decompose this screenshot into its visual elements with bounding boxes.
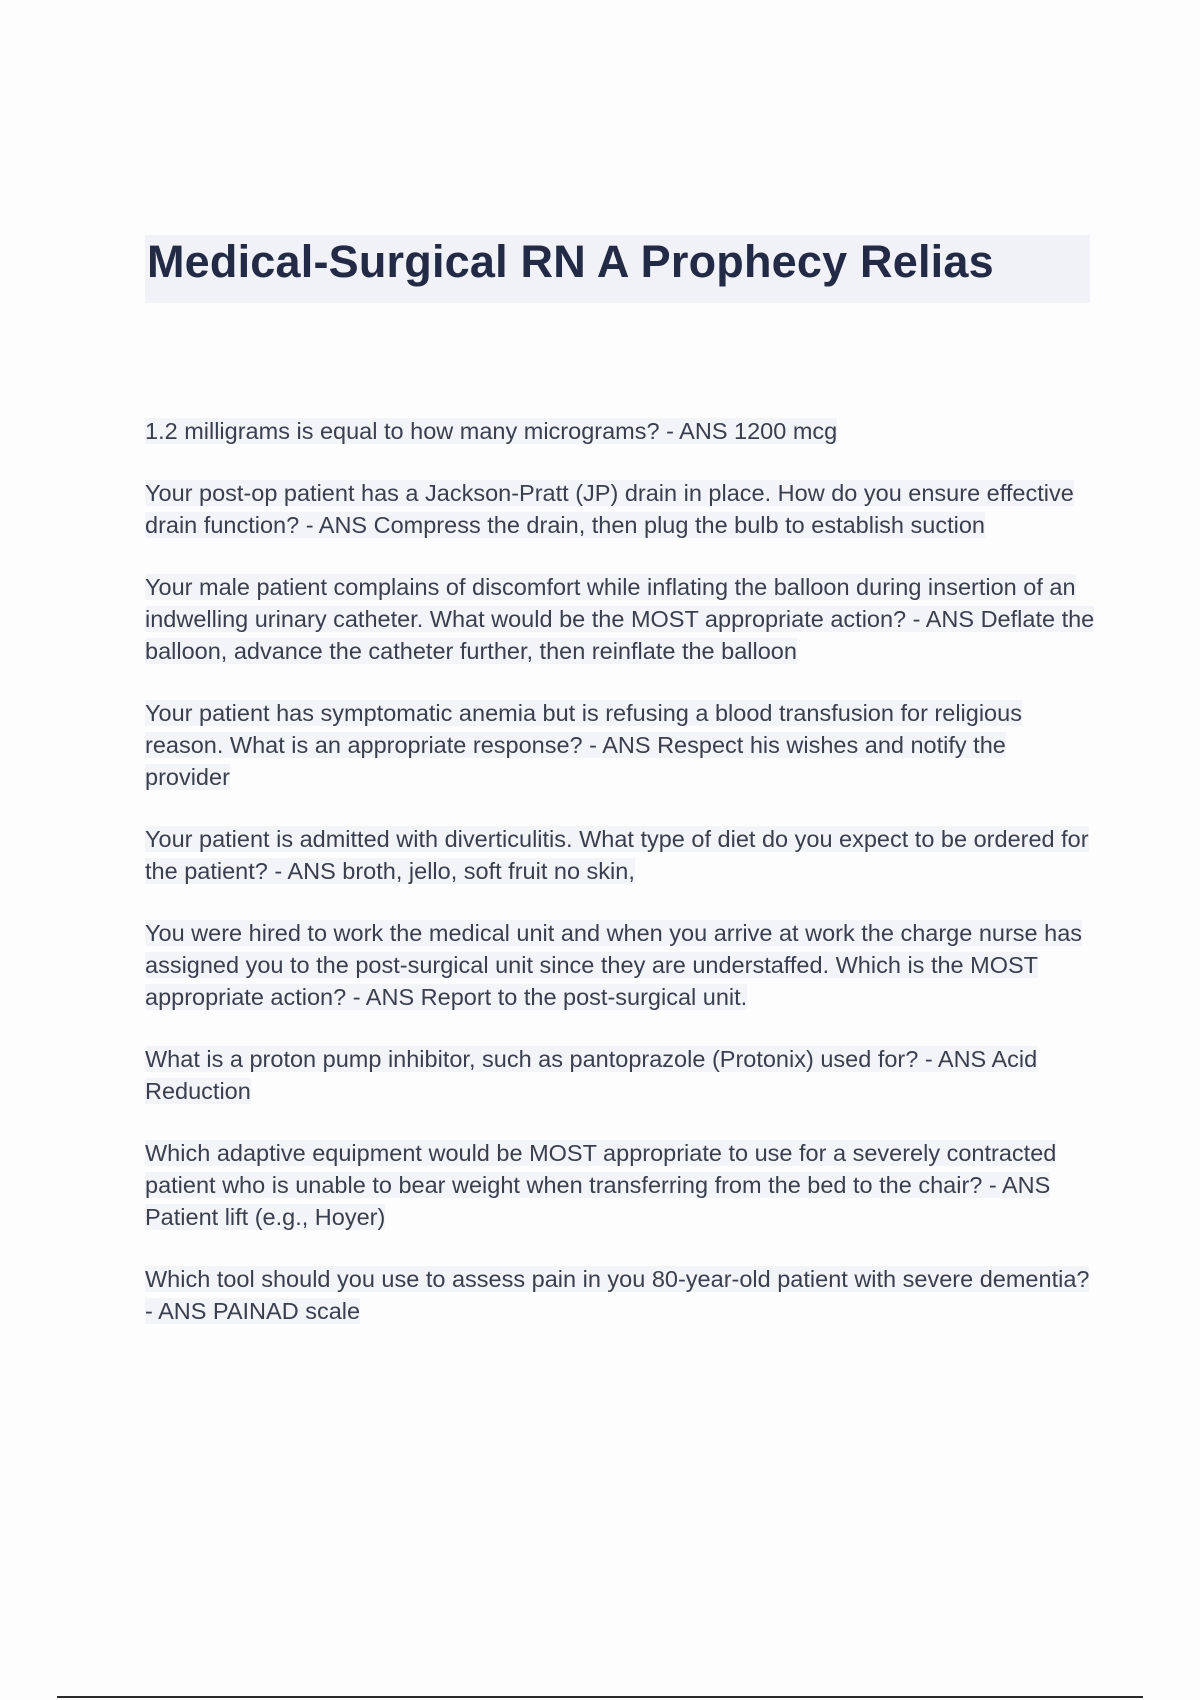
separator: -	[918, 1046, 938, 1072]
question-text: Which adaptive equipment would be MOST appropriate to use for a severely contracted patient who is unable to bear weight when transferring from the bed to the chair?	[145, 1140, 1057, 1198]
separator: -	[145, 1298, 159, 1324]
separator: -	[982, 1172, 1002, 1198]
question-text: Which tool should you use to assess pain in you 80-year-old patient with severe dementia?	[145, 1266, 1090, 1292]
qa-item	[145, 823, 1095, 887]
answer-prefix: ANS	[679, 418, 728, 444]
qa-item	[145, 571, 1095, 667]
question-text: Your patient has symptomatic anemia but is refusing a blood transfusion for religious reason. What is an appropriate response?	[145, 700, 1022, 758]
question-text: Your patient is admitted with diverticulitis. What type of diet do you expect to be ordered for the patient?	[145, 826, 1089, 884]
answer-text: Acid Reduction	[145, 1046, 1038, 1104]
question-text: Your post-op patient has a Jackson-Pratt (JP) drain in place. How do you ensure effective drain function?	[145, 480, 1074, 538]
separator: -	[346, 984, 366, 1010]
qa-item	[145, 415, 1095, 447]
question-text: You were hired to work the medical unit and when you arrive at work the charge nurse has assigned you to the post-surgical unit since they are understaffed. Which is the MOST appropriate action?	[145, 920, 1083, 1010]
footer-divider	[57, 1696, 1143, 1698]
separator: -	[267, 858, 288, 884]
answer-text: Compress the drain, then plug the bulb to establish suction	[373, 512, 985, 538]
question-text: 1.2 milligrams is equal to how many micrograms?	[145, 418, 660, 444]
answer-text: Report to the post-surgical unit.	[420, 984, 748, 1010]
qa-item	[145, 1137, 1095, 1233]
answer-text: broth, jello, soft fruit no skin,	[342, 858, 635, 884]
question-text: Your male patient complains of discomfort while inflating the balloon during insertion of an indwelling urinary catheter. What would be the MOST appropriate action?	[145, 574, 1076, 632]
qa-item	[145, 697, 1095, 793]
separator: -	[299, 512, 319, 538]
answer-prefix: ANS	[365, 984, 415, 1010]
answer-prefix: ANS	[287, 858, 336, 884]
answer-prefix: ANS	[158, 1298, 207, 1324]
separator: -	[906, 606, 926, 632]
qa-item	[145, 917, 1095, 1013]
separator: -	[659, 418, 680, 444]
answer-prefix: ANS	[318, 512, 368, 538]
answer-text: Deflate the balloon, advance the catheter further, then reinflate the balloon	[145, 606, 1095, 664]
answer-text: 1200 mcg	[734, 418, 838, 444]
answer-prefix: ANS	[602, 732, 651, 758]
answer-prefix: ANS	[937, 1046, 987, 1072]
qa-list	[145, 415, 1095, 1357]
document-title: Medical-Surgical RN A Prophecy Relias	[147, 236, 994, 287]
question-text: What is a proton pump inhibitor, such as pantoprazole (Protonix) used for?	[145, 1046, 919, 1072]
answer-text: Patient lift (e.g., Hoyer)	[145, 1204, 386, 1230]
separator: -	[582, 732, 603, 758]
qa-item	[145, 1043, 1095, 1107]
qa-item	[145, 477, 1095, 541]
answer-text: PAINAD scale	[212, 1298, 361, 1324]
qa-item	[145, 1263, 1095, 1327]
answer-prefix: ANS	[1001, 1172, 1051, 1198]
answer-text: Respect his wishes and notify the provider	[145, 732, 1006, 790]
answer-prefix: ANS	[925, 606, 975, 632]
